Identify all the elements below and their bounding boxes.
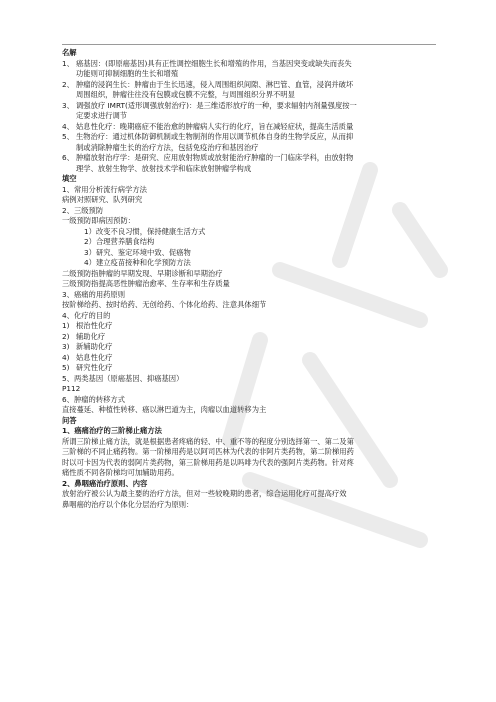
- term-text: 生物治疗：通过机体防御机制或生物制剂的作用以调节机体自身的生物学反应，从而抑: [76, 132, 354, 141]
- mingjie-list: [62, 59, 434, 175]
- primary-prevention-item: 4）建立疫苗接种和化学预防方法: [84, 258, 191, 267]
- term-text: 肿瘤放射治疗学：是研究、应用放射物质或放射能治疗肿瘤的一门临床学科，由放射物: [76, 153, 354, 162]
- term-text: 调强放疗 IMRT(适形调强放射治疗)：是三维适形放疗的一种，要求辐射内剂量强度按一: [76, 100, 357, 110]
- essay-answer-line: 放射治疗被公认为最主要的治疗方法，但对一些较晚期的患者，综合运用化疗可提高疗效: [62, 489, 347, 498]
- term-definition-item: [62, 101, 434, 112]
- secondary-prevention: 二级预防指肿瘤的早期发现、早期诊断和早期治疗: [62, 268, 223, 278]
- question-5: 5、两类基因（原癌基因、抑癌基因）: [62, 373, 184, 383]
- term-definition-item: [62, 132, 434, 143]
- question-1: 1、常用分析流行病学方法: [62, 184, 147, 194]
- essay-answer-line: 时以可卡因为代表的弱阿片类药物，第三阶梯用药是以吗啡为代表的强阿片类药物。针对疼: [62, 457, 354, 467]
- term-text-continuation: 周围组织，肿瘤往往没有包膜或包膜不完整，与周围组织分界不明显: [76, 90, 295, 99]
- chemo-goal-item: 3) 新辅助化疗: [62, 342, 113, 351]
- question-4: 4、化疗的目的: [62, 310, 111, 320]
- question-6: 6、肿瘤的转移方式: [62, 394, 126, 404]
- header-rule: [62, 44, 436, 45]
- section-title-mingjie: 名解: [62, 48, 77, 57]
- chemo-goal-item: 4) 姑息性化疗: [62, 352, 113, 362]
- question-2: 2、三级预防: [62, 205, 104, 215]
- term-definition-item: [62, 80, 434, 91]
- answer-3: 按阶梯给药、按时给药、无创给药、个体化给药、注意具体细节: [62, 300, 267, 309]
- tertiary-prevention: 三级预防指提高恶性肿瘤治愈率、生存率和生存质量: [62, 279, 230, 288]
- essay-question-2-title: 2、鼻咽癌治疗原则、内容: [62, 478, 148, 488]
- page-reference: P112: [62, 384, 81, 393]
- term-number: 2、: [62, 79, 74, 89]
- term-number: 3、: [62, 100, 74, 110]
- chemo-goal-item: 1) 根治性化疗: [62, 321, 113, 330]
- term-text: 肿瘤的浸润生长：肿瘤由于生长迅速，侵入周围组织间隙、淋巴管、血管，浸润并破坏: [76, 79, 354, 89]
- essay-answer-line: 三阶梯的不同止痛药物。第一阶梯用药是以阿司匹林为代表的非阿片类药物，第二阶梯用药: [62, 447, 354, 456]
- term-definition-item: [62, 122, 434, 133]
- term-number: 4、: [62, 121, 74, 131]
- term-definition-item: [62, 59, 434, 70]
- essay-answer-line: 所谓三阶梯止痛方法，就是根据患者疼痛的轻、中、重不等的程度分别选择第一、第二及第: [62, 436, 354, 446]
- primary-prevention-item: 1）改变不良习惯，保持健康生活方式: [84, 226, 206, 236]
- section-title-wenda: 问答: [62, 415, 77, 425]
- term-number: 6、: [62, 153, 74, 162]
- term-text-continuation: 制或消除肿瘤生长的治疗方法，包括免疫治疗和基因治疗: [76, 142, 259, 152]
- chemo-goal-item: 2) 辅助化疗: [62, 331, 106, 341]
- term-text-continuation: 理学、放射生物学、放射技术学和临床放射肿瘤学构成: [76, 163, 252, 173]
- question-3: 3、癌痛的用药原则: [62, 289, 126, 299]
- essay-answer-line: 痛性质不同各阶梯均可加辅助用药。: [62, 468, 179, 477]
- section-title-tiankong: 填空: [62, 174, 77, 183]
- essay-question-1-title: 1、癌痛治疗的三阶梯止痛方法: [62, 426, 162, 435]
- essay-answer-line: 鼻咽癌的治疗以个体化分层治疗为原则：: [62, 499, 194, 509]
- answer-1: 病例对照研究、队列研究: [62, 195, 143, 204]
- primary-prevention-item: 2）合理营养膳食结构: [84, 237, 155, 246]
- term-text-continuation: 定要求进行调节: [76, 111, 128, 120]
- chemo-goal-item: 5) 研究性化疗: [62, 363, 113, 372]
- term-definition-item: [62, 153, 434, 164]
- term-text: 癌基因：(即原癌基因)具有正性调控细胞生长和增殖的作用，当基因突变或缺失而丧失: [76, 58, 352, 68]
- primary-prevention: 一级预防即病因预防：: [62, 216, 135, 225]
- answer-6: 直接蔓延、种植性转移、癌以淋巴道为主，肉瘤以血道转移为主: [62, 405, 267, 414]
- term-number: 5、: [62, 132, 74, 141]
- term-number: 1、: [62, 58, 74, 68]
- term-text-continuation: 功能则可抑制细胞的生长和增殖: [76, 69, 179, 78]
- document-body: [62, 48, 434, 510]
- term-text: 姑息性化疗：晚期癌症不能治愈的肿瘤病人实行的化疗，旨在减轻症状，提高生活质量: [76, 121, 354, 131]
- primary-prevention-item: 3）研究、鉴定环境中致、促癌物: [84, 247, 191, 257]
